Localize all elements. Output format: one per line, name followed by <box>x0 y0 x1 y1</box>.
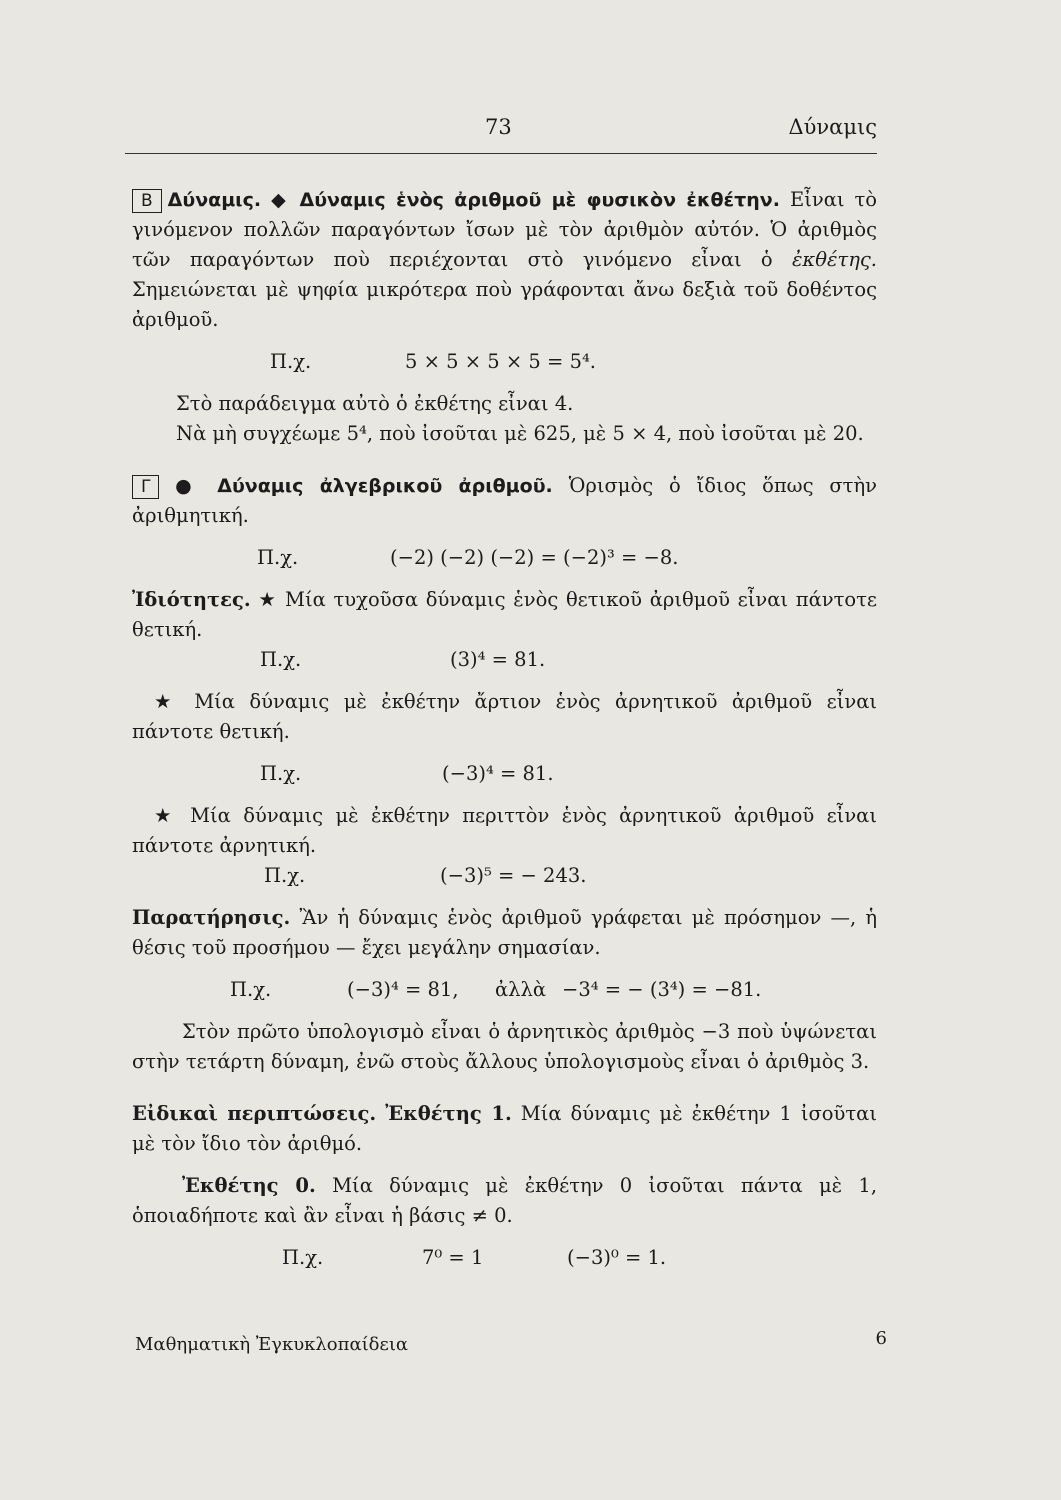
example-formula: (−3)⁴ = 81. <box>442 762 554 785</box>
exponent-0-text: Μία δύναμις μὲ ἐκθέτην 0 ἰσοῦται πάντα μὲ 1, ὁποιαδήποτε καὶ ἂν εἶναι ἡ βάσις ≠ 0. <box>132 1174 878 1227</box>
section-b-note2: Νὰ μὴ συγχέωμε 5⁴, ποὺ ἰσοῦται μὲ 625, μὲ 5 × 4, ποὺ ἰσοῦται μὲ 20. <box>176 422 864 445</box>
running-title: Δύναμις <box>788 115 877 139</box>
page-header <box>125 115 877 145</box>
example-label: Π.χ. <box>260 648 302 671</box>
example-label: Π.χ. <box>270 350 312 373</box>
section-b-title: Δύναμις. <box>167 189 262 211</box>
example-label: Π.χ. <box>257 546 299 569</box>
section-g-label: Γ <box>132 475 159 499</box>
properties-heading: Ἰδιότητες. <box>132 588 251 611</box>
section-b-text-b: Σημειώνεται μὲ ψηφία μικρότερα ποὺ γράφονται ἄνω δεξιὰ τοῦ δοθέντος ἀριθμοῦ. <box>132 278 877 331</box>
section-b-example <box>132 347 877 377</box>
remark-explanation: Στὸν πρῶτο ὑπολογισμὸ εἶναι ὁ ἀρνητικὸς ἀριθμὸς −3 ποὺ ὑψώνεται στὴν τετάρτη δύναμη, ἐνῶ στοὺς ἄλλους ὑπολογισμοὺς εἶναι ὁ ἀριθμὸς 3. <box>132 1020 877 1073</box>
property-1-text: Μία τυχοῦσα δύναμις ἑνὸς θετικοῦ ἀριθμοῦ εἶναι πάντοτε θετική. <box>132 588 878 641</box>
exponent-1-text: Μία δύναμις μὲ ἐκθέτην 1 ἰσοῦται μὲ τὸν ἴδιο τὸν ἀριθμό. <box>132 1102 877 1155</box>
exponent-1-heading: Ἐκθέτης 1. <box>385 1102 512 1125</box>
example-label: Π.χ. <box>282 1246 324 1269</box>
section-b-label: Β <box>132 189 162 213</box>
page-footer <box>135 1328 887 1355</box>
property-1-example <box>132 645 877 675</box>
special-case-1 <box>132 1099 877 1159</box>
section-g-paragraph <box>132 471 877 531</box>
section-b-paragraph <box>132 185 877 335</box>
remark-paragraph <box>132 903 877 963</box>
book-title: Μαθηματικὴ Ἐγκυκλοπαίδεια <box>135 1334 409 1355</box>
special-formula-2: (−3)⁰ = 1. <box>567 1246 667 1269</box>
diamond-icon: ◆ <box>271 189 290 211</box>
example-formula: (3)⁴ = 81. <box>450 648 546 671</box>
example-formula: 5 × 5 × 5 × 5 = 5⁴. <box>405 350 596 373</box>
special-case-0 <box>132 1171 877 1231</box>
section-b-text-italic: ἐκθέτης. <box>791 248 877 271</box>
star-icon: ★ <box>258 588 278 611</box>
remark-example <box>132 975 877 1005</box>
property-1 <box>132 585 877 645</box>
remark-text: Ἂν ἡ δύναμις ἑνὸς ἀριθμοῦ γράφεται μὲ πρόσημον —, ἡ θέσις τοῦ προσήμου — ἔχει μεγάλην σημασίαν. <box>132 906 878 959</box>
header-rule <box>125 153 877 154</box>
special-heading: Εἰδικαὶ περιπτώσεις. <box>132 1102 377 1125</box>
section-g-example <box>132 543 877 573</box>
example-formula: (−2) (−2) (−2) = (−2)³ = −8. <box>390 546 679 569</box>
section-g-title: Δύναμις ἀλγεβρικοῦ ἀριθμοῦ. <box>217 475 553 497</box>
example-label: Π.χ. <box>264 864 306 887</box>
remark-formula-right: −3⁴ = − (3⁴) = −81. <box>562 978 762 1001</box>
special-example <box>132 1243 877 1273</box>
property-3 <box>132 801 877 861</box>
remark-formula-left: (−3)⁴ = 81, <box>347 978 459 1001</box>
section-b-subtitle: Δύναμις ἑνὸς ἀριθμοῦ μὲ φυσικὸν ἐκθέτην. <box>299 189 780 211</box>
bullet-icon: ● <box>165 475 202 497</box>
star-icon: ★ <box>154 804 178 827</box>
remark-formula-mid: ἀλλὰ <box>495 978 547 1001</box>
example-label: Π.χ. <box>260 762 302 785</box>
exponent-0-heading: Ἐκθέτης 0. <box>182 1174 316 1197</box>
remark-heading: Παρατήρησις. <box>132 906 291 929</box>
property-2-example <box>132 759 877 789</box>
example-formula: (−3)⁵ = − 243. <box>440 864 587 887</box>
property-2-text: Μία δύναμις μὲ ἐκθέτην ἄρτιον ἑνὸς ἀρνητικοῦ ἀριθμοῦ εἶναι πάντοτε θετική. <box>132 690 878 743</box>
property-3-text: Μία δύναμις μὲ ἐκθέτην περιττὸν ἑνὸς ἀρνητικοῦ ἀριθμοῦ εἶναι πάντοτε ἀρνητική. <box>132 804 877 857</box>
property-3-example <box>132 861 877 891</box>
section-b-text-a: Εἶναι τὸ γινόμενον πολλῶν παραγόντων ἴσων μὲ τὸν ἀριθμὸν αὐτόν. Ὁ ἀριθμὸς τῶν παραγόντων ποὺ περιέχονται στὸ γινόμενο εἶναι ὁ <box>132 188 878 271</box>
property-2 <box>132 687 877 747</box>
signature-mark: 6 <box>875 1328 887 1349</box>
page-number: 73 <box>485 115 512 139</box>
special-formula-1: 7⁰ = 1 <box>422 1246 484 1269</box>
section-b-note1: Στὸ παράδειγμα αὐτὸ ὁ ἐκθέτης εἶναι 4. <box>176 392 574 415</box>
section-g-text: Ὁρισμὸς ὁ ἴδιος ὅπως στὴν ἀριθμητική. <box>132 474 877 527</box>
star-icon: ★ <box>154 690 180 713</box>
example-label: Π.χ. <box>230 978 272 1001</box>
page-content <box>132 185 877 1273</box>
